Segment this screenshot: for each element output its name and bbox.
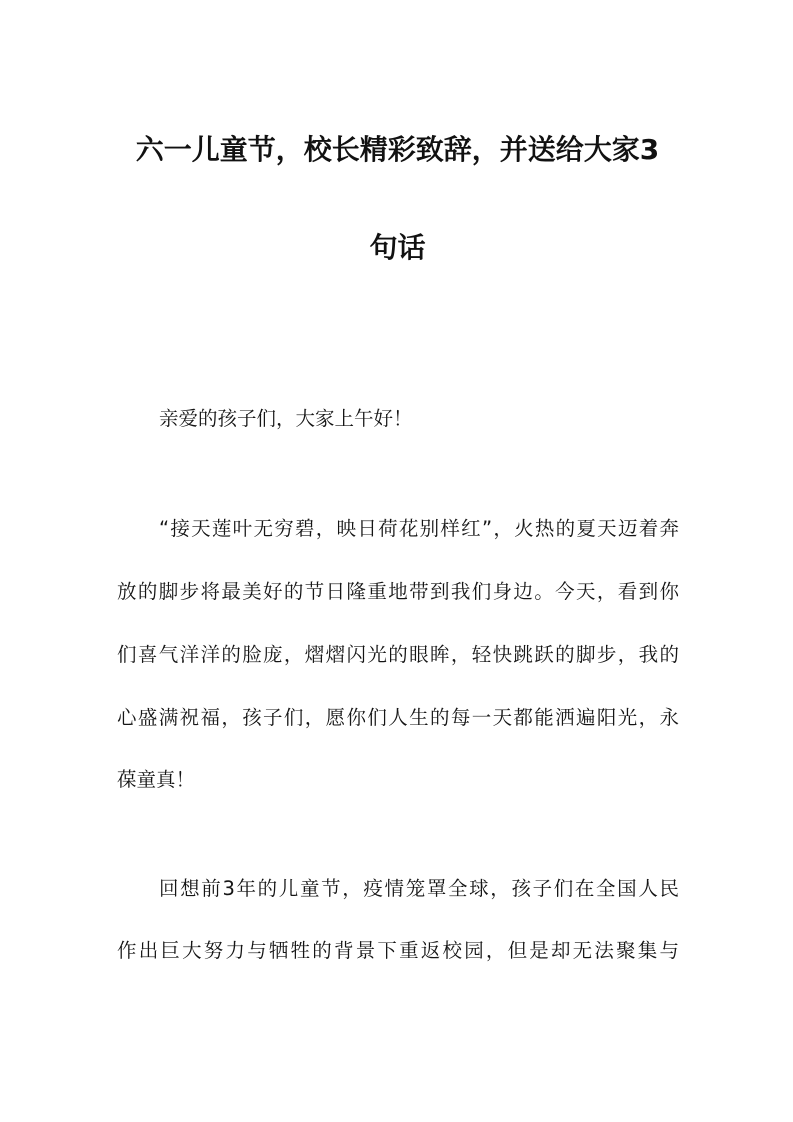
paragraph-2-line-4: 心盛满祝福，孩子们，愿你们人生的每一天都能洒遍阳光，永 <box>117 706 679 729</box>
paragraph-2-line-5: 葆童真！ <box>117 768 196 791</box>
paragraph-3-line-1: 回想前3年的儿童节，疫情笼罩全球，孩子们在全国人民 <box>159 877 679 900</box>
paragraph-1-line-1: 亲爱的孩子们，大家上午好！ <box>159 407 413 430</box>
paragraph-3-line-2: 作出巨大努力与牺牲的背景下重返校园，但是却无法聚集与 <box>117 939 679 962</box>
paragraph-2-line-2: 放的脚步将最美好的节日隆重地带到我们身边。今天，看到你 <box>117 580 679 603</box>
document-title-line-1: 六一儿童节，校长精彩致辞，并送给大家3 <box>135 133 660 166</box>
paragraph-2-line-3: 们喜气洋洋的脸庞，熠熠闪光的眼眸，轻快跳跃的脚步，我的 <box>117 643 679 666</box>
paragraph-2-line-1: “接天莲叶无穷碧，映日荷花别样红”，火热的夏天迈着奔 <box>159 517 679 540</box>
document-title-line-2: 句话 <box>369 231 426 264</box>
